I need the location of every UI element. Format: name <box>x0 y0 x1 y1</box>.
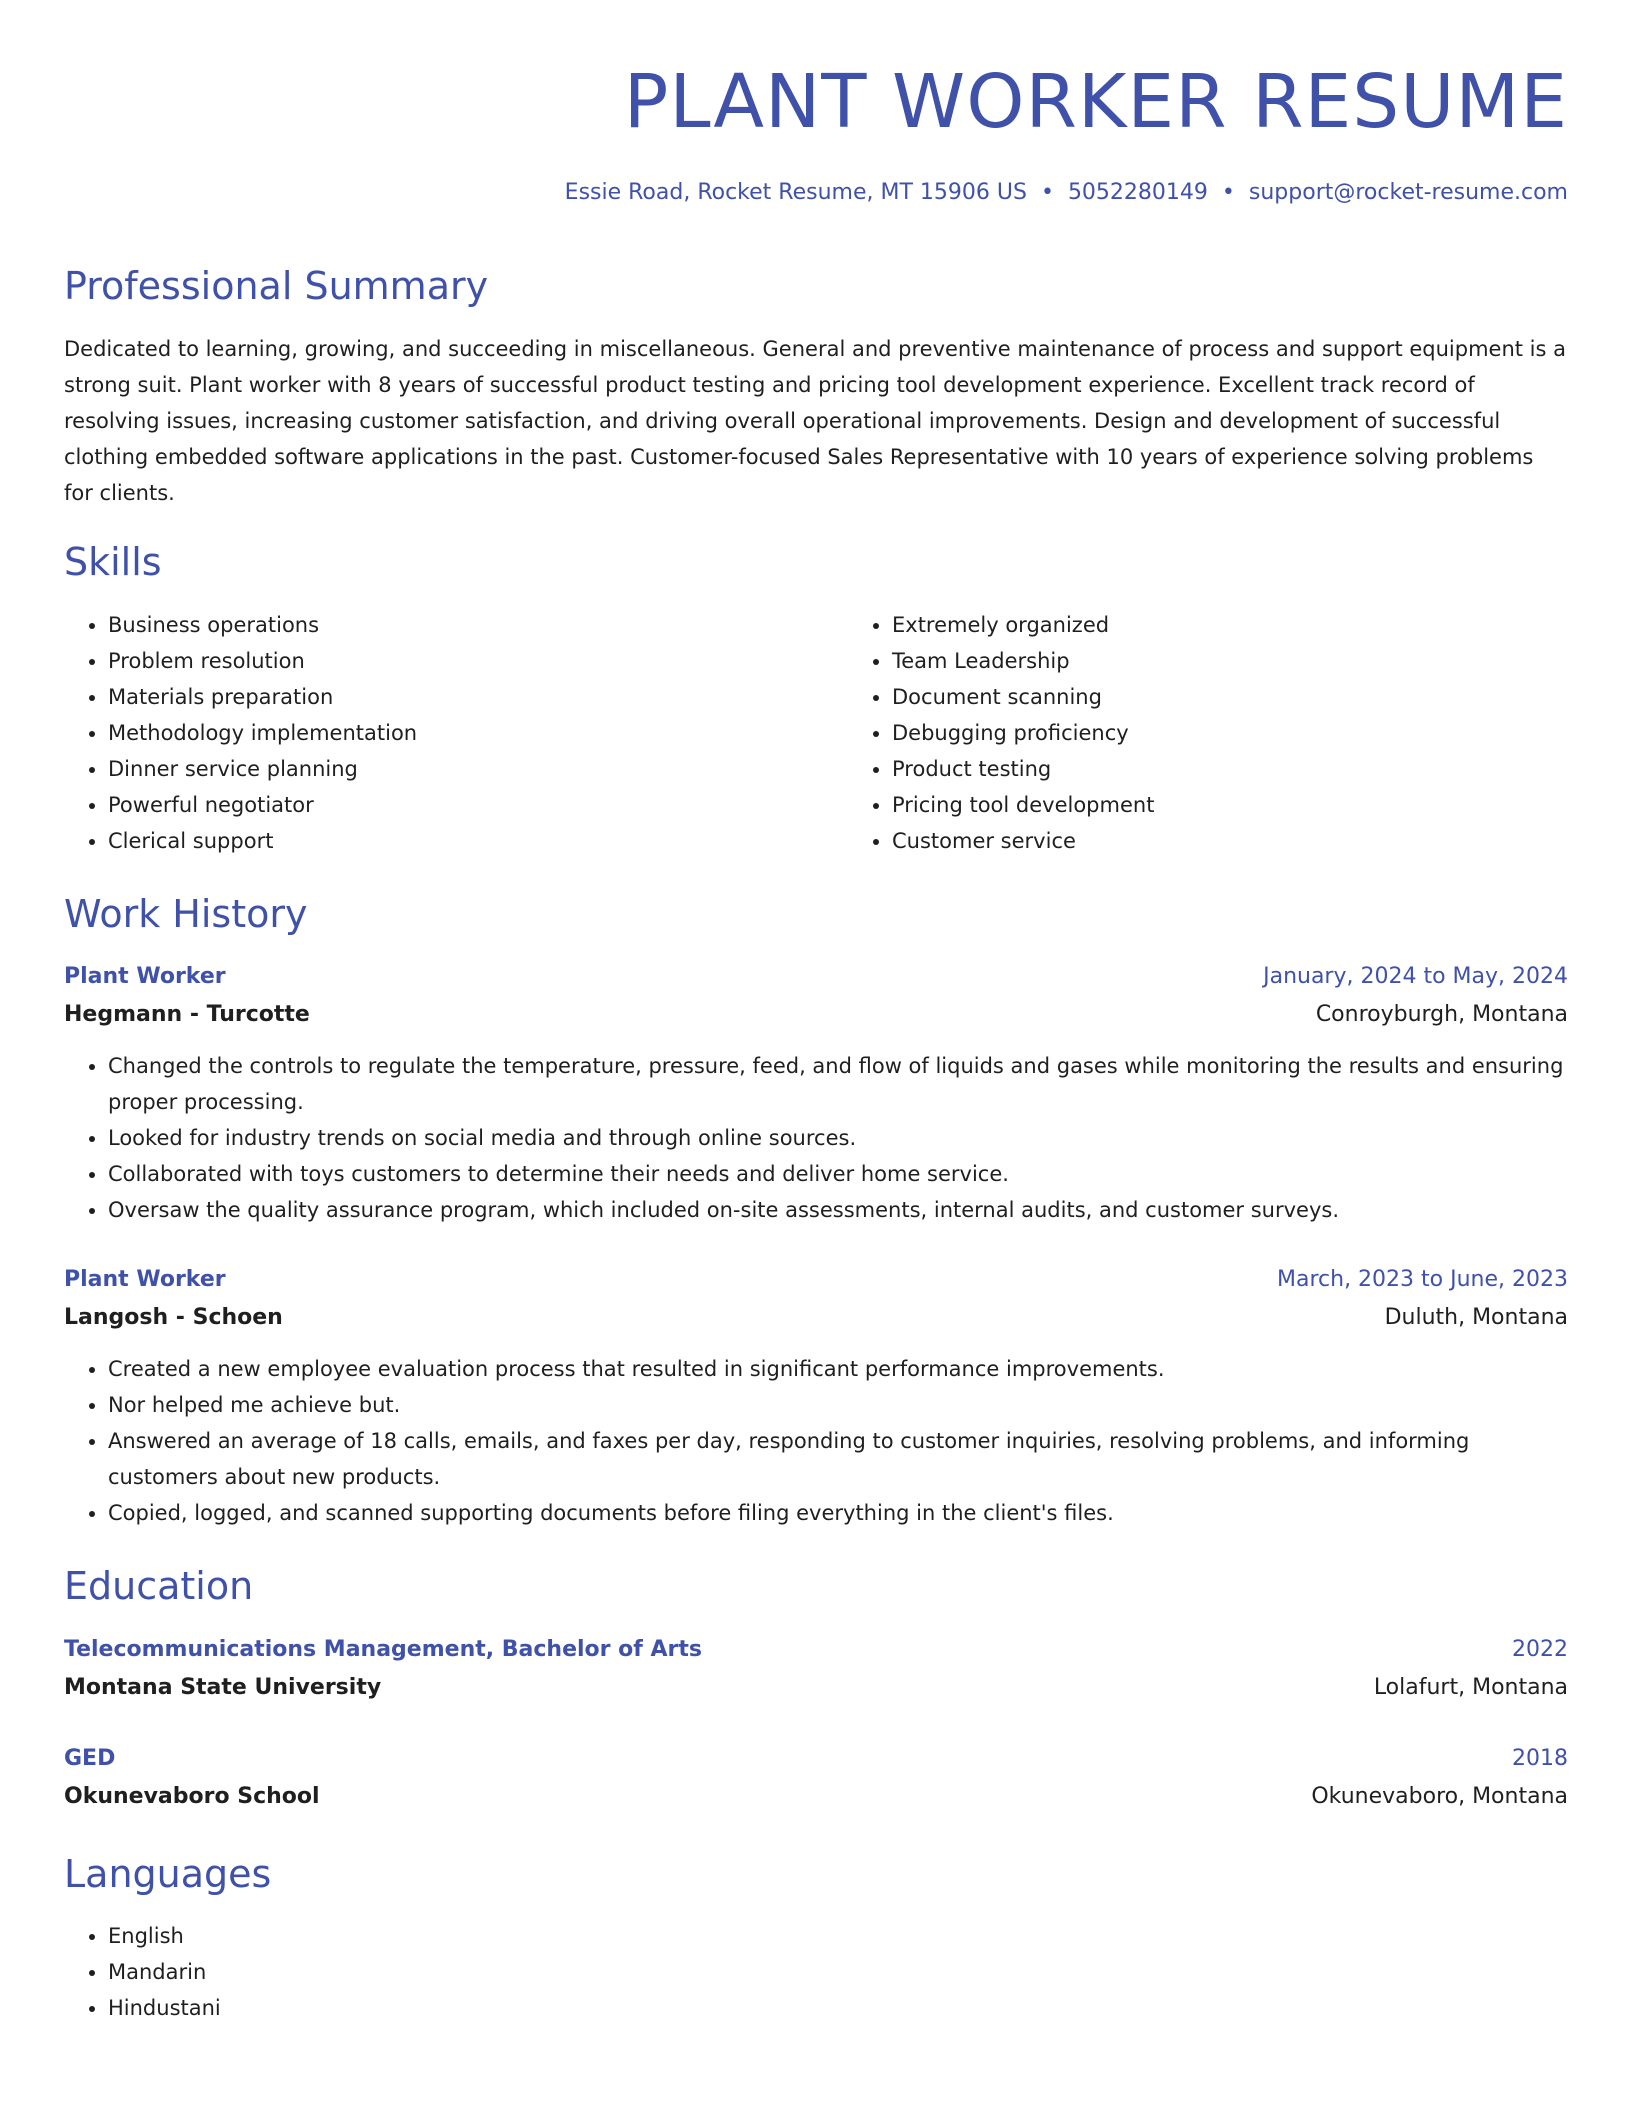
skill-item: • Clerical support <box>108 823 848 859</box>
skill-item: • Team Leadership <box>892 643 1154 679</box>
job-location: Duluth, Montana <box>1384 1305 1568 1330</box>
education-entry <box>64 1631 1568 1707</box>
skills-column-right <box>848 607 1154 859</box>
skill-item: • Methodology implementation <box>108 715 848 751</box>
skill-item: • Problem resolution <box>108 643 848 679</box>
job-bullet: • Oversaw the quality assurance program, which included on-site assessments, internal audits, and customer surveys. <box>108 1192 1568 1228</box>
contact-phone: 5052280149 <box>1067 180 1208 205</box>
job-bullet: • Created a new employee evaluation process that resulted in significant performance improvements. <box>108 1351 1568 1387</box>
summary-text: Dedicated to learning, growing, and succeeding in miscellaneous. General and preventive maintenance of process and support equipment is a strong suit. Plant worker with 8 years of successful product testing and pricing tool development experience. Excellent track record of resolving issues, increasing customer satisfaction, and driving overall operational improvements. Design and development of successful clothing embedded software applications in the past. Customer-focused Sales Representative with 10 years of experience solving problems for clients. <box>64 337 1566 505</box>
job-bullet: • Changed the controls to regulate the temperature, pressure, feed, and flow of liquids and gases while monitoring the results and ensuring proper processing. <box>108 1048 1568 1120</box>
job-header <box>64 1261 1568 1299</box>
job-title: Plant Worker <box>64 1267 226 1292</box>
job-header <box>64 958 1568 996</box>
skill-item: • Customer service <box>892 823 1154 859</box>
education-location: Okunevaboro, Montana <box>1311 1784 1568 1809</box>
skills-list <box>64 607 1568 859</box>
education-location: Lolafurt, Montana <box>1373 1675 1568 1700</box>
job-company: Hegmann - Turcotte <box>64 1002 310 1027</box>
language-item: • English <box>108 1918 1568 1954</box>
language-item: • Mandarin <box>108 1954 1568 1990</box>
language-item: • Hindustani <box>108 1990 1568 2026</box>
contact-address: Essie Road, Rocket Resume, MT 15906 US <box>564 180 1027 205</box>
skill-item: • Dinner service planning <box>108 751 848 787</box>
skill-item: • Powerful negotiator <box>108 787 848 823</box>
skill-item: • Pricing tool development <box>892 787 1154 823</box>
education-subheader <box>64 1669 1568 1707</box>
job-bullet: • Looked for industry trends on social media and through online sources. <box>108 1120 1568 1156</box>
summary-heading: Professional Summary <box>64 264 489 308</box>
job-title: Plant Worker <box>64 964 226 989</box>
job-dates: January, 2024 to May, 2024 <box>1263 964 1568 989</box>
skill-item: • Product testing <box>892 751 1154 787</box>
education-degree: Telecommunications Management, Bachelor of Arts <box>64 1637 702 1662</box>
job-subheader <box>64 996 1568 1034</box>
education-school: Okunevaboro School <box>64 1784 320 1809</box>
contact-separator: • <box>1221 180 1235 205</box>
job-location: Conroyburgh, Montana <box>1315 1002 1568 1027</box>
contact-line <box>565 178 1568 208</box>
education-year: 2018 <box>1512 1746 1568 1771</box>
education-heading: Education <box>64 1564 254 1608</box>
skill-item: • Extremely organized <box>892 607 1154 643</box>
skill-item: • Debugging proficiency <box>892 715 1154 751</box>
education-header <box>64 1740 1568 1778</box>
job-bullets <box>64 1048 1568 1228</box>
job-bullet: • Answered an average of 18 calls, emails, and faxes per day, responding to customer inquiries, resolving problems, and informing customers about new products. <box>108 1423 1568 1495</box>
job-bullet: • Nor helped me achieve but. <box>108 1387 1568 1423</box>
job-bullets <box>64 1351 1568 1531</box>
education-degree: GED <box>64 1746 116 1771</box>
job-company: Langosh - Schoen <box>64 1305 283 1330</box>
job-entry <box>64 1261 1568 1531</box>
education-subheader <box>64 1778 1568 1816</box>
skills-column-left <box>64 607 848 859</box>
resume-title: PLANT WORKER RESUME <box>623 59 1568 145</box>
job-bullet: • Copied, logged, and scanned supporting documents before filing everything in the client's files. <box>108 1495 1568 1531</box>
languages-heading: Languages <box>64 1852 272 1896</box>
job-entry <box>64 958 1568 1228</box>
education-entry <box>64 1740 1568 1816</box>
skill-item: • Document scanning <box>892 679 1154 715</box>
education-school: Montana State University <box>64 1675 382 1700</box>
work-heading: Work History <box>64 892 308 936</box>
job-bullet: • Collaborated with toys customers to determine their needs and deliver home service. <box>108 1156 1568 1192</box>
skills-heading: Skills <box>64 540 162 584</box>
job-dates: March, 2023 to June, 2023 <box>1277 1267 1568 1292</box>
education-year: 2022 <box>1512 1637 1568 1662</box>
skill-item: • Business operations <box>108 607 848 643</box>
skill-item: • Materials preparation <box>108 679 848 715</box>
languages-list <box>64 1918 1568 2026</box>
job-subheader <box>64 1299 1568 1337</box>
education-header <box>64 1631 1568 1669</box>
contact-separator: • <box>1040 180 1054 205</box>
contact-email[interactable]: support@rocket-resume.com <box>1248 180 1568 205</box>
